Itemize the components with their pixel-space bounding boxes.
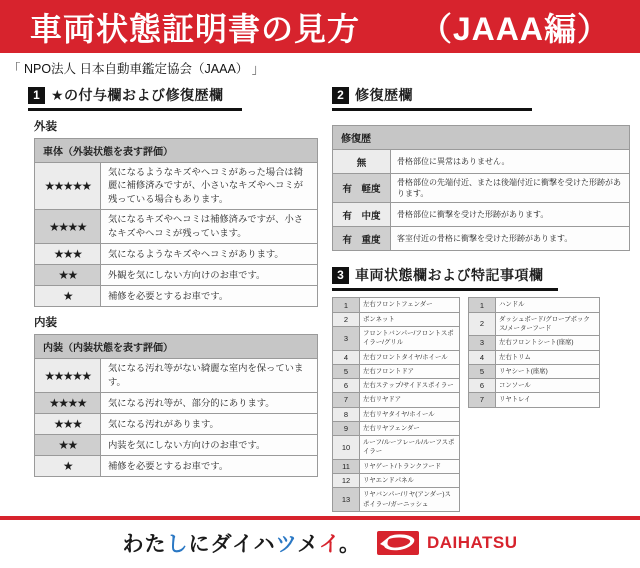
table-row bbox=[35, 265, 318, 286]
interior-label: 内装 bbox=[34, 317, 57, 330]
table-row bbox=[333, 227, 630, 251]
list-item bbox=[333, 459, 460, 473]
title-banner bbox=[0, 0, 640, 53]
star-rating-cell: ★ bbox=[35, 286, 101, 307]
grade-cell: 有 軽度 bbox=[333, 174, 391, 203]
list-item bbox=[333, 298, 460, 312]
part-name-cell: コンソール bbox=[496, 379, 600, 393]
part-name-cell: 左右トリム bbox=[496, 350, 600, 364]
list-item bbox=[333, 436, 460, 460]
list-item bbox=[469, 379, 600, 393]
table-row bbox=[35, 359, 318, 393]
brand-slogan: わたしにダイハツメイ。 bbox=[122, 532, 361, 556]
list-item bbox=[333, 488, 460, 512]
table-row bbox=[35, 414, 318, 435]
organization-label: 「 NPO法人 日本自動車鑑定協会（JAAA） 」 bbox=[8, 62, 265, 76]
part-number-cell: 6 bbox=[469, 379, 496, 393]
page-title: 車両状態証明書の見方 bbox=[30, 10, 361, 47]
list-item bbox=[469, 364, 600, 378]
list-item bbox=[333, 474, 460, 488]
star-rating-cell: ★★★★ bbox=[35, 393, 101, 414]
section2-3-column bbox=[332, 81, 634, 512]
section-number-badge: 1 bbox=[28, 87, 45, 104]
part-name-cell: フロントバンパー/フロントスポイラー/グリル bbox=[360, 326, 460, 350]
list-item bbox=[333, 407, 460, 421]
interior-rating-table bbox=[34, 334, 318, 477]
section3-header bbox=[332, 265, 558, 291]
part-name-cell: リヤバンパー/リヤ(アンダー)スポイラー/ガーニッシュ bbox=[360, 488, 460, 512]
part-name-cell: ボンネット bbox=[360, 312, 460, 326]
list-item bbox=[469, 336, 600, 350]
part-number-cell: 5 bbox=[333, 364, 360, 378]
table-row bbox=[333, 174, 630, 203]
part-number-cell: 4 bbox=[333, 350, 360, 364]
exterior-table-header: 車体（外装状態を表す評価） bbox=[35, 139, 318, 163]
grade-cell: 有 重度 bbox=[333, 227, 391, 251]
rating-desc-cell: 気になるようなキズやヘコミがあります。 bbox=[101, 244, 318, 265]
table-header-row bbox=[35, 139, 318, 163]
part-name-cell: リヤゲート/トランクフード bbox=[360, 459, 460, 473]
interior-parts-list bbox=[468, 297, 600, 407]
part-number-cell: 8 bbox=[333, 407, 360, 421]
list-item bbox=[333, 364, 460, 378]
rating-desc-cell: 外観を気にしない方向けのお車です。 bbox=[101, 265, 318, 286]
part-name-cell: 左右リヤフェンダー bbox=[360, 421, 460, 435]
part-name-cell: 左右リヤタイヤ/ホイール bbox=[360, 407, 460, 421]
part-name-cell: ルーフ/ルーフレール/ルーフスポイラー bbox=[360, 436, 460, 460]
list-item bbox=[333, 326, 460, 350]
rating-desc-cell: 気になる汚れがあります。 bbox=[101, 414, 318, 435]
star-rating-cell: ★★★ bbox=[35, 244, 101, 265]
rating-desc-cell: 補修を必要とするお車です。 bbox=[101, 286, 318, 307]
star-rating-cell: ★★★★★ bbox=[35, 163, 101, 210]
part-number-cell: 5 bbox=[469, 364, 496, 378]
list-item bbox=[469, 393, 600, 407]
list-item bbox=[469, 298, 600, 312]
brand-name: DAIHATSU bbox=[426, 532, 518, 552]
list-item bbox=[333, 393, 460, 407]
part-number-cell: 3 bbox=[469, 336, 496, 350]
grade-desc-cell: 骨格部位に異常はありません。 bbox=[391, 150, 630, 174]
section-title: ★の付与欄および修復歴欄 bbox=[51, 87, 224, 103]
list-item bbox=[333, 350, 460, 364]
grade-desc-cell: 骨格部位に衝撃を受けた形跡があります。 bbox=[391, 203, 630, 227]
table-row bbox=[35, 163, 318, 210]
table-row bbox=[333, 150, 630, 174]
part-name-cell: ダッシュボード/グローブボックス/メーターフード bbox=[496, 312, 600, 336]
list-item bbox=[469, 350, 600, 364]
brand-lockup bbox=[377, 531, 518, 555]
part-number-cell: 12 bbox=[333, 474, 360, 488]
rating-desc-cell: 気になるキズやヘコミは補修済みですが、小さなキズやヘコミが残っています。 bbox=[101, 210, 318, 244]
rating-desc-cell: 気になる汚れ等がない綺麗な室内を保っています。 bbox=[101, 359, 318, 393]
part-number-cell: 10 bbox=[333, 436, 360, 460]
grade-desc-cell: 骨格部位の先端付近、または後端付近に衝撃を受けた形跡があります。 bbox=[391, 174, 630, 203]
table-header-row bbox=[35, 335, 318, 359]
rating-desc-cell: 気になる汚れ等が、部分的にあります。 bbox=[101, 393, 318, 414]
part-name-cell: 左右ステップ/サイドスポイラー bbox=[360, 379, 460, 393]
parts-lists bbox=[332, 297, 634, 512]
star-rating-cell: ★★★ bbox=[35, 414, 101, 435]
grade-cell: 有 中度 bbox=[333, 203, 391, 227]
list-item bbox=[469, 312, 600, 336]
part-number-cell: 6 bbox=[333, 379, 360, 393]
grade-desc-cell: 客室付近の骨格に衝撃を受けた形跡があります。 bbox=[391, 227, 630, 251]
part-number-cell: 2 bbox=[333, 312, 360, 326]
part-number-cell: 7 bbox=[333, 393, 360, 407]
table-row bbox=[35, 210, 318, 244]
daihatsu-logo-icon bbox=[377, 531, 419, 555]
table-row bbox=[35, 456, 318, 477]
star-rating-cell: ★★ bbox=[35, 265, 101, 286]
list-item bbox=[333, 379, 460, 393]
grade-cell: 無 bbox=[333, 150, 391, 174]
table-row bbox=[35, 286, 318, 307]
exterior-parts-list bbox=[332, 297, 460, 512]
interior-table-header: 内装（内装状態を表す評価） bbox=[35, 335, 318, 359]
section1-column bbox=[28, 81, 318, 512]
rating-desc-cell: 補修を必要とするお車です。 bbox=[101, 456, 318, 477]
table-row bbox=[35, 435, 318, 456]
part-name-cell: 左右フロントドア bbox=[360, 364, 460, 378]
rating-desc-cell: 気になるようなキズやヘコミがあった場合は綺麗に補修済みですが、小さいなキズやヘコミが残っている場合もあります。 bbox=[101, 163, 318, 210]
part-number-cell: 1 bbox=[333, 298, 360, 312]
table-row bbox=[333, 203, 630, 227]
exterior-label: 外装 bbox=[34, 121, 57, 133]
list-item bbox=[333, 312, 460, 326]
star-rating-cell: ★★★★ bbox=[35, 210, 101, 244]
part-name-cell: 左右フロントタイヤ/ホイール bbox=[360, 350, 460, 364]
part-number-cell: 2 bbox=[469, 312, 496, 336]
part-number-cell: 9 bbox=[333, 421, 360, 435]
table-row bbox=[35, 393, 318, 414]
footer bbox=[0, 516, 640, 568]
part-name-cell: 左右フロントシート(座席) bbox=[496, 336, 600, 350]
section1-header bbox=[28, 85, 242, 111]
rating-desc-cell: 内装を気にしない方向けのお車です。 bbox=[101, 435, 318, 456]
table-header-row bbox=[333, 126, 630, 150]
part-number-cell: 3 bbox=[333, 326, 360, 350]
section-title: 修復歴欄 bbox=[355, 87, 413, 103]
part-number-cell: 13 bbox=[333, 488, 360, 512]
star-rating-cell: ★ bbox=[35, 456, 101, 477]
part-name-cell: 左右フロントフェンダー bbox=[360, 298, 460, 312]
section-number-badge: 3 bbox=[332, 267, 349, 284]
part-name-cell: リヤトレイ bbox=[496, 393, 600, 407]
part-name-cell: ハンドル bbox=[496, 298, 600, 312]
part-name-cell: 左右リヤドア bbox=[360, 393, 460, 407]
exterior-rating-table bbox=[34, 138, 318, 307]
part-number-cell: 11 bbox=[333, 459, 360, 473]
star-rating-cell: ★★ bbox=[35, 435, 101, 456]
repair-history-table bbox=[332, 125, 630, 251]
star-rating-cell: ★★★★★ bbox=[35, 359, 101, 393]
section2-header bbox=[332, 85, 532, 111]
edition-label: （JAAA編） bbox=[419, 10, 610, 47]
content-area bbox=[0, 81, 640, 512]
part-name-cell: リヤエンドパネル bbox=[360, 474, 460, 488]
repair-table-header: 修復歴 bbox=[333, 126, 630, 150]
part-name-cell: リヤシート(座席) bbox=[496, 364, 600, 378]
table-row bbox=[35, 244, 318, 265]
part-number-cell: 7 bbox=[469, 393, 496, 407]
part-number-cell: 1 bbox=[469, 298, 496, 312]
part-number-cell: 4 bbox=[469, 350, 496, 364]
section-title: 車両状態欄および特記事項欄 bbox=[355, 267, 544, 284]
section-number-badge: 2 bbox=[332, 87, 349, 104]
list-item bbox=[333, 421, 460, 435]
